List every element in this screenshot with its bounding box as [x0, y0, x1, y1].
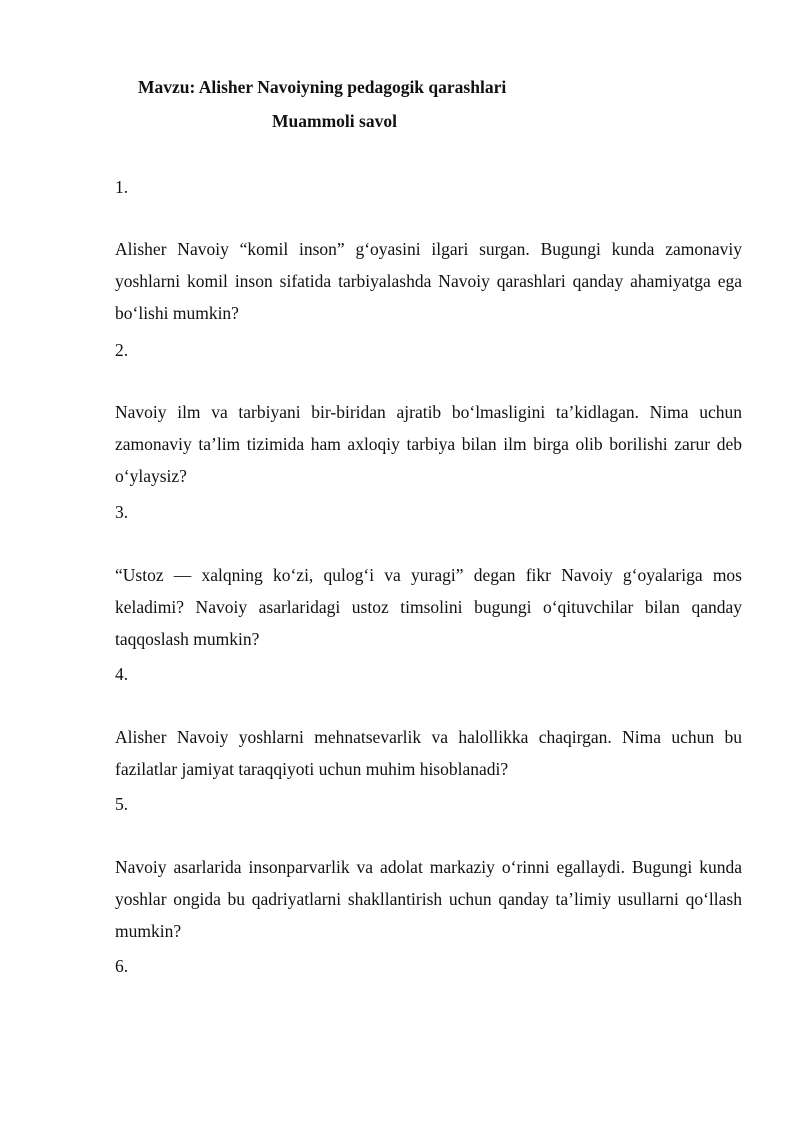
- question-number-2: 2.: [115, 340, 129, 360]
- question-text-4: Alisher Navoiy yoshlarni mehnatsevarlik va halollikka chaqirgan. Nima uchun bu fazilatlar jamiyat taraqqiyoti uchun muhim hisoblanadi?: [115, 727, 742, 779]
- question-number-1: 1.: [115, 177, 129, 197]
- question-number-3: 3.: [115, 502, 129, 522]
- question-number-5: 5.: [115, 794, 129, 814]
- question-text-2: Navoiy ilm va tarbiyani bir-biridan ajratib bo‘lmasligini ta’kidlagan. Nima uchun zamonaviy ta’lim tizimida ham axloqiy tarbiya bilan ilm birga olib borilishi zarur deb o‘ylaysiz?: [115, 402, 742, 486]
- question-text-1: Alisher Navoiy “komil inson” g‘oyasini ilgari surgan. Bugungi kunda zamonaviy yoshlarni komil inson sifatida tarbiyalashda Navoiy qarashlari qanday ahamiyatga ega bo‘lishi mumkin?: [115, 239, 742, 323]
- question-text-5: Navoiy asarlarida insonparvarlik va adolat markaziy o‘rinni egallaydi. Bugungi kunda yoshlar ongida bu qadriyatlarni shakllantirish uchun qanday ta’limiy usullarni qo‘llash mumkin?: [115, 857, 742, 941]
- document-subtitle: Muammoli savol: [272, 111, 397, 131]
- question-text-3: “Ustoz — xalqning ko‘zi, qulog‘i va yuragi” degan fikr Navoiy g‘oyalariga mos keladimi? Navoiy asarlaridagi ustoz timsolini bugungi o‘qituvchilar bilan qanday taqqoslash mumkin?: [115, 565, 742, 649]
- question-number-6: 6.: [115, 956, 129, 976]
- question-number-4: 4.: [115, 664, 129, 684]
- document-title: Mavzu: Alisher Navoiyning pedagogik qarashlari: [138, 77, 507, 97]
